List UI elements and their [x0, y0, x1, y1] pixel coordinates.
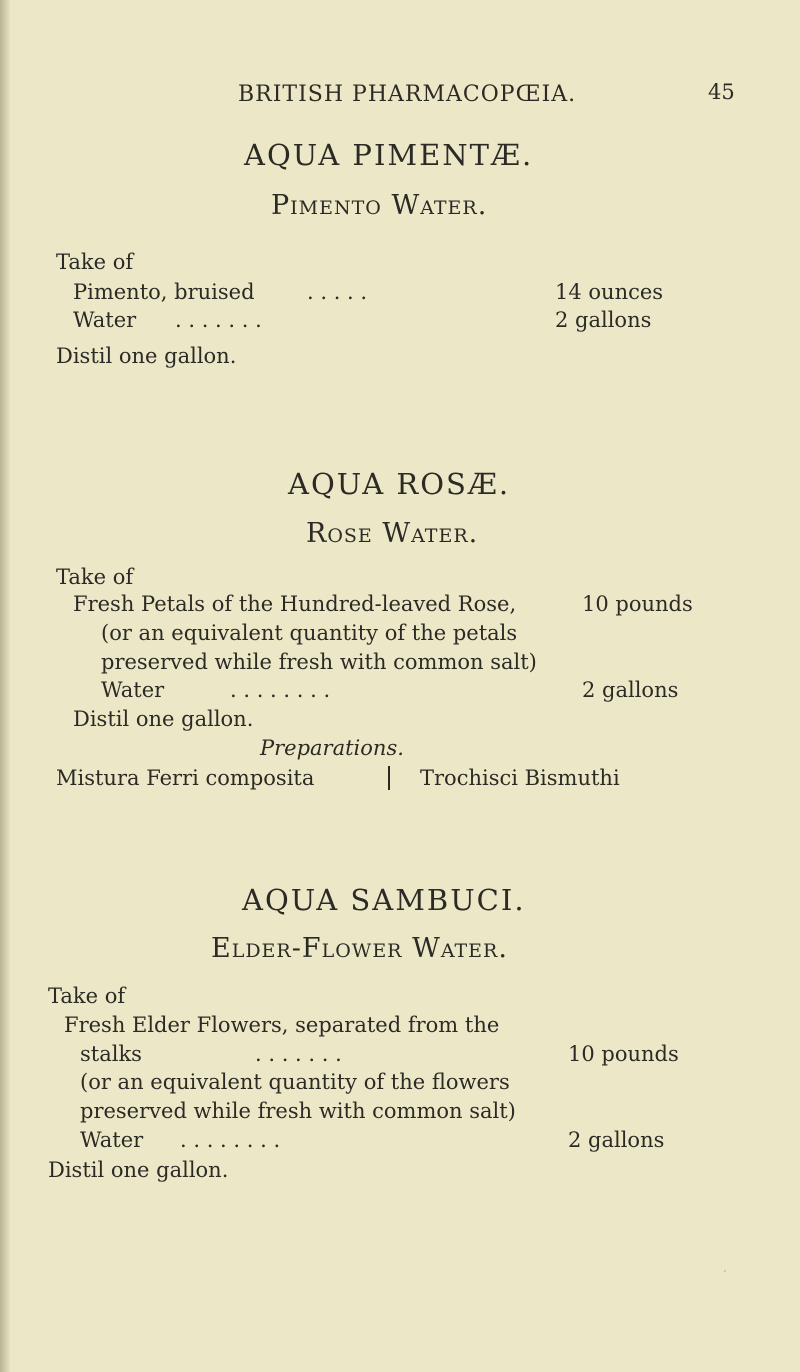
- ingredient-amount: 10 pounds: [582, 592, 693, 616]
- section-latin-title: AQUA ROSÆ.: [288, 467, 511, 501]
- ingredient-amount: 14 ounces: [555, 280, 664, 304]
- ingredient-name: Fresh Petals of the Hundred-leaved Rose,: [73, 592, 517, 616]
- ingredient-name: Pimento, bruised: [73, 280, 255, 304]
- dot-leader: . . . . . . . .: [230, 678, 331, 702]
- dot-leader: . . . . . . .: [255, 1042, 342, 1066]
- section-latin-title: AQUA SAMBUCI.: [242, 883, 526, 917]
- take-of-label: Take of: [48, 984, 126, 1008]
- ingredient-note: (or an equivalent quantity of the flowers: [80, 1070, 510, 1094]
- ingredient-name: stalks: [80, 1042, 142, 1066]
- ingredient-amount: 2 gallons: [555, 308, 652, 332]
- paper-speck: [724, 1270, 726, 1272]
- preparation-item: Mistura Ferri composita: [56, 766, 315, 790]
- ingredient-name: Water: [101, 678, 165, 702]
- running-header: BRITISH PHARMACOPŒIA.: [238, 82, 577, 107]
- dot-leader: . . . . .: [307, 280, 368, 304]
- section-latin-title: AQUA PIMENTÆ.: [244, 138, 534, 172]
- preparation-item: Trochisci Bismuthi: [420, 766, 620, 790]
- dot-leader: . . . . . . . .: [180, 1128, 281, 1152]
- instruction-text: Distil one gallon.: [56, 344, 237, 368]
- ingredient-name: Fresh Elder Flowers, separated from the: [64, 1013, 500, 1037]
- page-number: 45: [708, 80, 735, 104]
- ingredient-name: Water: [73, 308, 137, 332]
- ingredient-amount: 10 pounds: [568, 1042, 679, 1066]
- ingredient-note: preserved while fresh with common salt): [101, 650, 537, 674]
- instruction-text: Distil one gallon.: [73, 707, 254, 731]
- section-english-title: Pimento Water.: [271, 190, 488, 221]
- ingredient-name: Water: [80, 1128, 144, 1152]
- ingredient-note: preserved while fresh with common salt): [80, 1099, 516, 1123]
- take-of-label: Take of: [56, 565, 134, 589]
- ingredient-amount: 2 gallons: [568, 1128, 665, 1152]
- preparations-heading: Preparations.: [260, 736, 404, 760]
- section-english-title: Elder-Flower Water.: [211, 933, 508, 964]
- ingredient-note: (or an equivalent quantity of the petals: [101, 621, 518, 645]
- page-edge-shadow: [0, 0, 10, 1372]
- dot-leader: . . . . . . .: [175, 308, 262, 332]
- ingredient-amount: 2 gallons: [582, 678, 679, 702]
- section-english-title: Rose Water.: [306, 518, 479, 549]
- column-divider: [388, 766, 390, 790]
- take-of-label: Take of: [56, 250, 134, 274]
- instruction-text: Distil one gallon.: [48, 1158, 229, 1182]
